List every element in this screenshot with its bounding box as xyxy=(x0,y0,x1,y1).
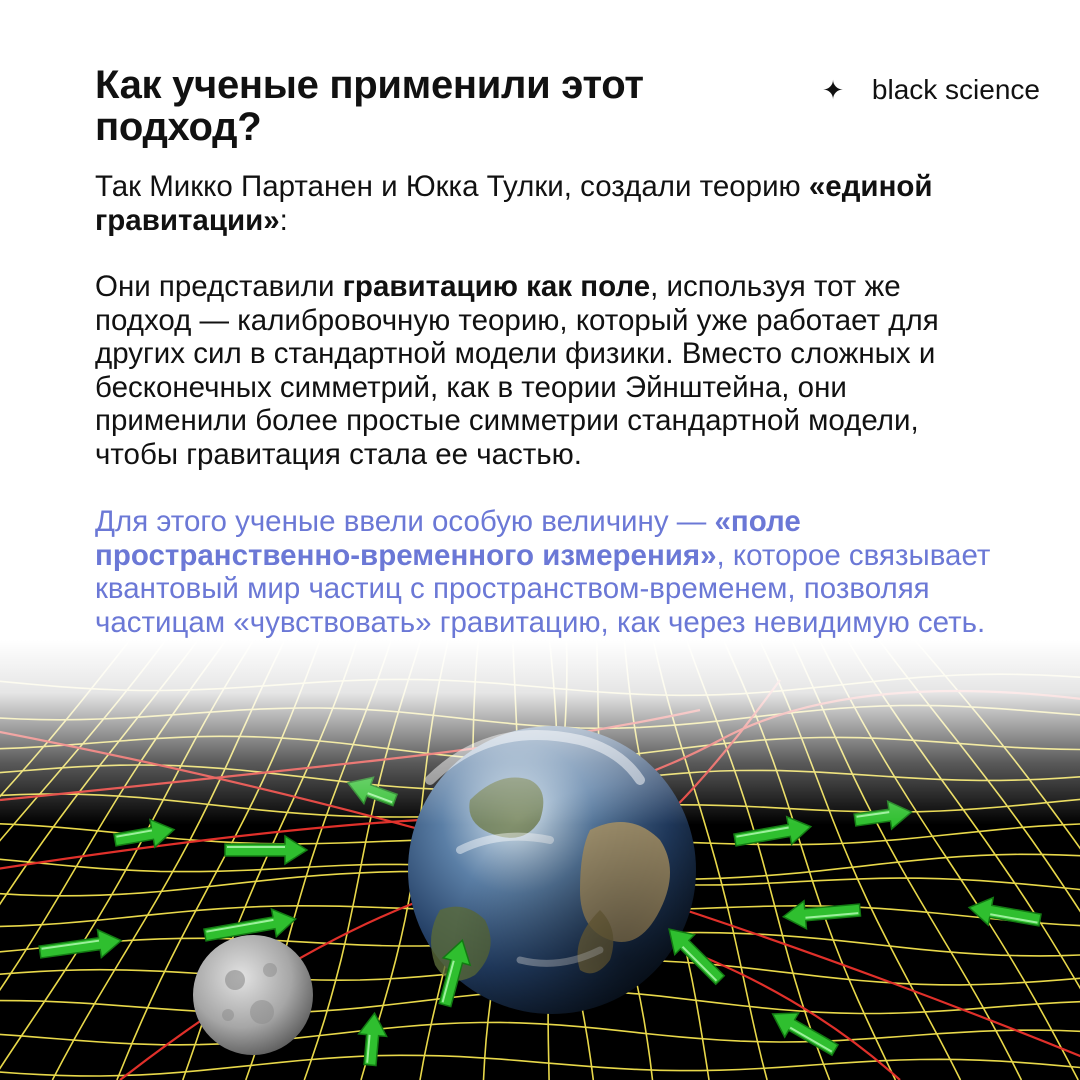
top-fade xyxy=(0,640,1080,1080)
paragraph-3-tail: , которое связывает квантовый мир частиц с пространством-временем, позволяя частицам «чувствовать» гравитацию, как через невидимую сеть. xyxy=(95,538,991,639)
spacetime-grid-illustration xyxy=(0,640,1080,1080)
page-title: Как ученые применили этот подход? xyxy=(95,63,644,149)
spacetime-grid-svg xyxy=(0,640,1080,1080)
paragraph-3-highlight xyxy=(95,505,995,639)
body-text xyxy=(95,170,995,639)
paragraph-1-tail: : xyxy=(279,203,288,237)
sparkle-icon: ✦ xyxy=(822,75,844,105)
paragraph-1-bold: «единой гравитации» xyxy=(95,170,933,237)
paragraph-3-bold: «поле пространственно-временного измерения» xyxy=(95,505,801,572)
paragraph-1 xyxy=(95,170,995,237)
paragraph-2-text: Они представили xyxy=(95,270,343,303)
brand-name: black science xyxy=(871,74,1040,105)
paragraph-2-tail: , используя тот же подход — калибровочную теорию, который уже работает для других сил в стандартной модели физики. Вместо сложных и бесконечных симметрий, как в теории Эйнштейна, они применили более простые симметрии стандартной модели, чтобы гравитация стала ее частью. xyxy=(95,270,939,471)
paragraph-2-bold: гравитацию как поле xyxy=(342,270,651,303)
paragraph-3-text: Для этого ученые ввели особую величину — xyxy=(95,505,715,538)
brand xyxy=(822,74,1040,106)
paragraph-1-text: Так Микко Партанен и Юкка Тулки, создали теорию xyxy=(95,170,809,203)
paragraph-2 xyxy=(95,270,995,471)
